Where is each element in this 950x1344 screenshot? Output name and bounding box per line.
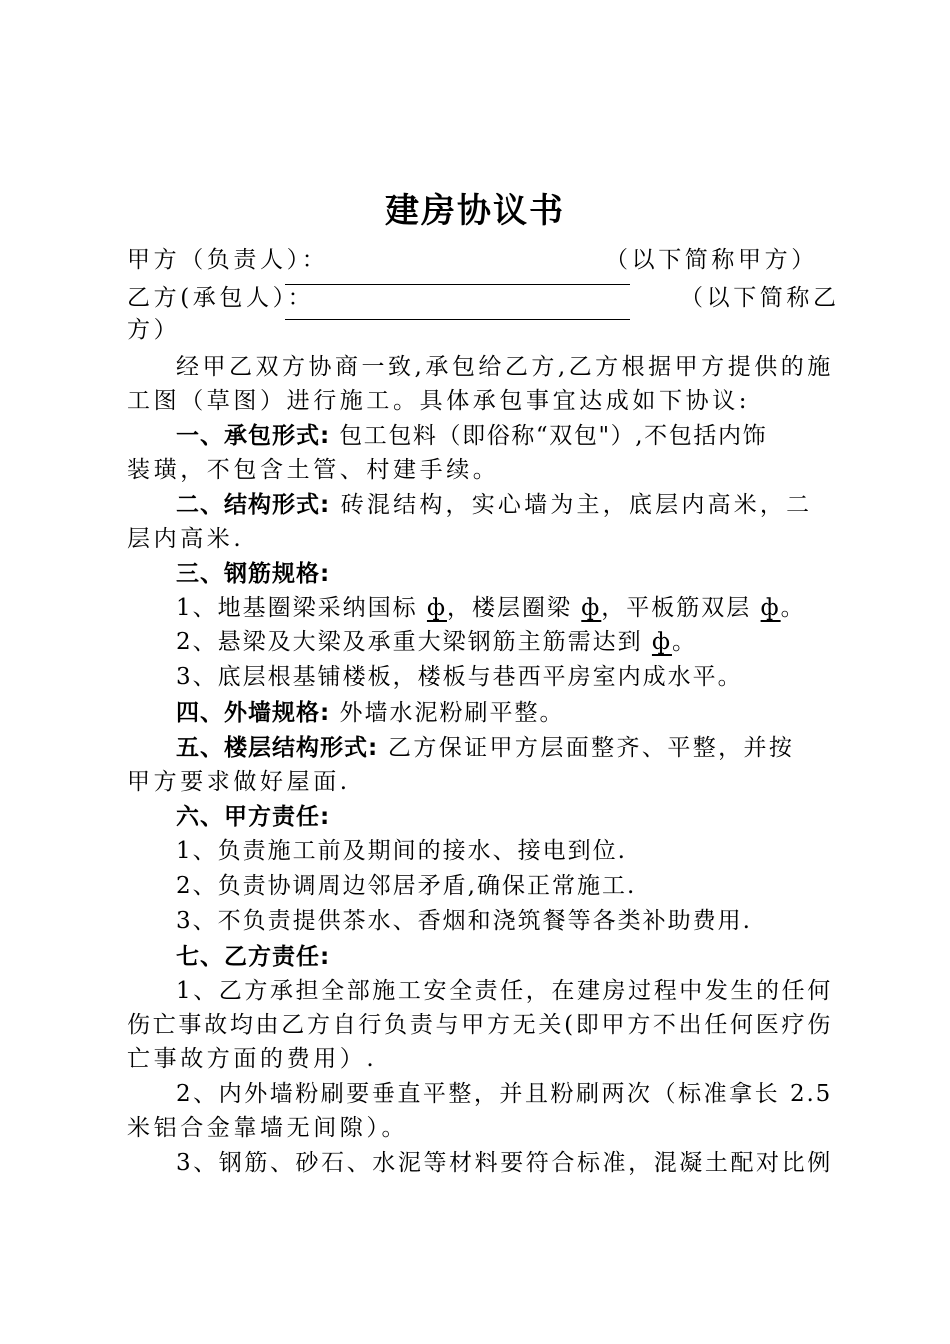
party-b-label: 乙方(承包人）： bbox=[127, 285, 315, 311]
party-b-name-blank bbox=[285, 319, 630, 320]
section-4 bbox=[176, 696, 832, 730]
section-7-item-2-line-2: 米铝合金靠墙无间隙）。 bbox=[127, 1115, 409, 1141]
item-text: 1、地基圈梁采纳国标 bbox=[176, 595, 418, 621]
section-6 bbox=[176, 800, 832, 834]
section-5-cont: 甲方要求做好屋面. bbox=[127, 769, 351, 795]
section-5-heading: 五、楼层结构形式: bbox=[176, 735, 379, 761]
party-b-abbr: （以下简称乙 bbox=[680, 285, 840, 311]
party-a-abbr: （以下简称甲方） bbox=[605, 247, 818, 273]
item-text: 。 bbox=[780, 595, 806, 621]
rebar-grade-blank: ф bbox=[760, 595, 781, 621]
rebar-grade-blank: ф bbox=[426, 595, 447, 621]
party-a-name-blank bbox=[285, 284, 630, 285]
section-2 bbox=[176, 488, 832, 522]
section-3-item-2 bbox=[176, 625, 832, 659]
section-6-item-3: 3、不负责提供茶水、香烟和浇筑餐等各类补助费用. bbox=[176, 908, 752, 934]
section-2-heading: 二、结构形式: bbox=[176, 492, 331, 518]
section-1-text: 包工包料（即俗称“双包"）,不包括内饰 bbox=[339, 423, 768, 449]
section-5-text: 乙方保证甲方层面整齐、平整，并按 bbox=[387, 735, 795, 761]
section-1-cont: 装璜，不包含土管、村建手续。 bbox=[127, 457, 500, 483]
section-3-heading: 三、钢筋规格: bbox=[176, 561, 331, 587]
rebar-grade-blank: ф bbox=[651, 629, 672, 655]
section-6-item-1: 1、负责施工前及期间的接水、接电到位. bbox=[176, 838, 627, 864]
intro-line-2: 工图（草图）进行施工。具体承包事宜达成如下协议: bbox=[127, 388, 751, 414]
section-6-heading: 六、甲方责任: bbox=[176, 804, 331, 830]
party-a-label: 甲方（负责人）： bbox=[127, 247, 329, 273]
section-4-text: 外墙水泥粉刷平整。 bbox=[339, 700, 565, 726]
section-7-item-3-line-1: 3、钢筋、砂石、水泥等材料要符合标准，混凝土配对比例 bbox=[176, 1150, 832, 1176]
section-2-text: 砖混结构，实心墙为主，底层内高米，二 bbox=[340, 492, 813, 518]
section-3-item-3: 3、底层根基铺楼板，楼板与巷西平房室内成水平。 bbox=[176, 664, 743, 690]
section-7-item-1-line-1: 1、乙方承担全部施工安全责任，在建房过程中发生的任何 bbox=[176, 978, 832, 1004]
item-text: ，平板筋双层 bbox=[601, 595, 752, 621]
item-text: 2、悬梁及大梁及承重大梁钢筋主筋需达到 bbox=[176, 629, 643, 655]
section-7-item-1-line-2: 伤亡事故均由乙方自行负责与甲方无关(即甲方不出任何医疗伤 bbox=[127, 1012, 832, 1038]
intro-line-1: 经甲乙双方协商一致,承包给乙方,乙方根据甲方提供的施 bbox=[176, 354, 832, 380]
section-5 bbox=[176, 731, 832, 765]
rebar-grade-blank: ф bbox=[581, 595, 602, 621]
section-6-item-2: 2、负责协调周边邻居矛盾,确保正常施工. bbox=[176, 873, 637, 899]
party-b-abbr-cont: 方） bbox=[127, 317, 181, 343]
section-1-heading: 一、承包形式: bbox=[176, 423, 331, 449]
section-7-item-1-line-3: 亡事故方面的费用）. bbox=[127, 1046, 378, 1072]
document-title: 建房协议书 bbox=[385, 191, 565, 231]
section-2-cont: 层内高米. bbox=[127, 526, 245, 552]
section-7 bbox=[176, 940, 832, 974]
section-4-heading: 四、外墙规格: bbox=[176, 700, 331, 726]
section-3 bbox=[176, 557, 832, 591]
item-text: 。 bbox=[671, 629, 697, 655]
section-3-item-1 bbox=[176, 591, 832, 625]
section-7-heading: 七、乙方责任: bbox=[176, 944, 331, 970]
section-1 bbox=[176, 419, 832, 453]
section-7-item-2-line-1: 2、内外墙粉刷要垂直平整，并且粉刷两次（标准拿长 2.5 bbox=[176, 1081, 832, 1107]
item-text: ，楼层圈梁 bbox=[446, 595, 572, 621]
